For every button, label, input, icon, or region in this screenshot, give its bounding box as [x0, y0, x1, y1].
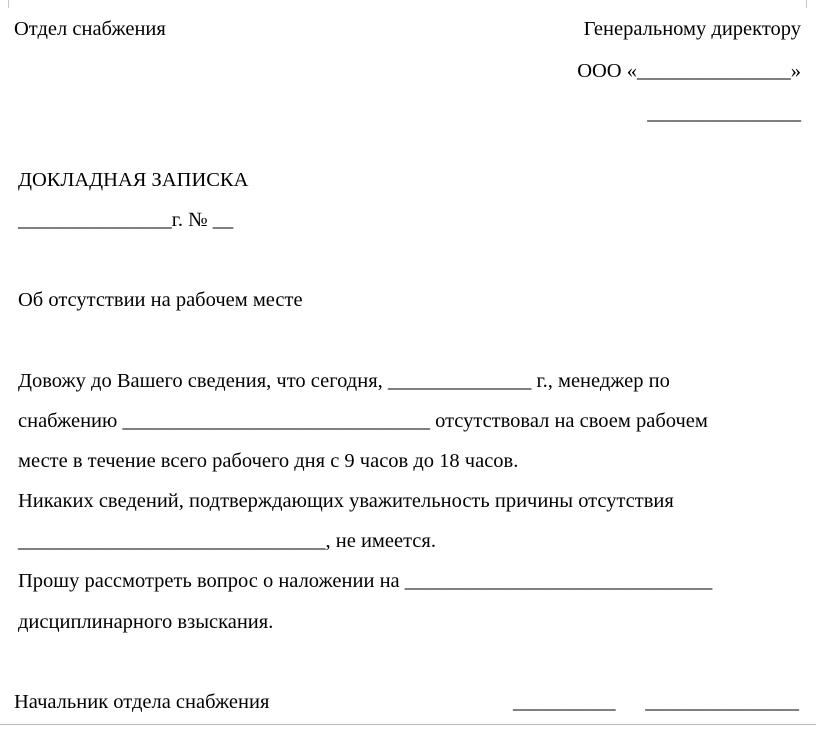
signature-position: Начальник отдела снабжения — [14, 691, 270, 713]
addressee-company: ООО «_______________» — [577, 60, 801, 82]
date-number-line: _______________г. № __ — [18, 209, 234, 231]
signature-name-line: _______________ — [645, 691, 799, 713]
signature-sign-line: __________ — [513, 691, 616, 713]
page-corner-mark-right — [806, 0, 807, 8]
body-line: ______________________________, не имеется. — [18, 530, 436, 552]
body-line: снабжению ______________________________ отсутствовал на своем рабочем — [18, 410, 708, 432]
body-line: месте в течение всего рабочего дня с 9 часов до 18 часов. — [18, 450, 519, 472]
document-title: ДОКЛАДНАЯ ЗАПИСКА — [18, 169, 249, 191]
body-line: дисциплинарного взыскания. — [18, 611, 274, 633]
page-bottom-edge — [0, 724, 816, 725]
body-line: Никаких сведений, подтверждающих уважительность причины отсутствия — [18, 490, 674, 512]
addressee-name-line: _______________ — [647, 102, 801, 124]
page-corner-mark-left — [8, 0, 9, 8]
body-line: Довожу до Вашего сведения, что сегодня, ______________ г., менеджер по — [18, 370, 670, 392]
addressee-title: Генеральному директору — [583, 18, 801, 40]
body-line: Прошу рассмотреть вопрос о наложении на ______________________________ — [18, 570, 713, 592]
document-subject: Об отсутствии на рабочем месте — [18, 289, 303, 311]
department-name: Отдел снабжения — [14, 18, 166, 40]
